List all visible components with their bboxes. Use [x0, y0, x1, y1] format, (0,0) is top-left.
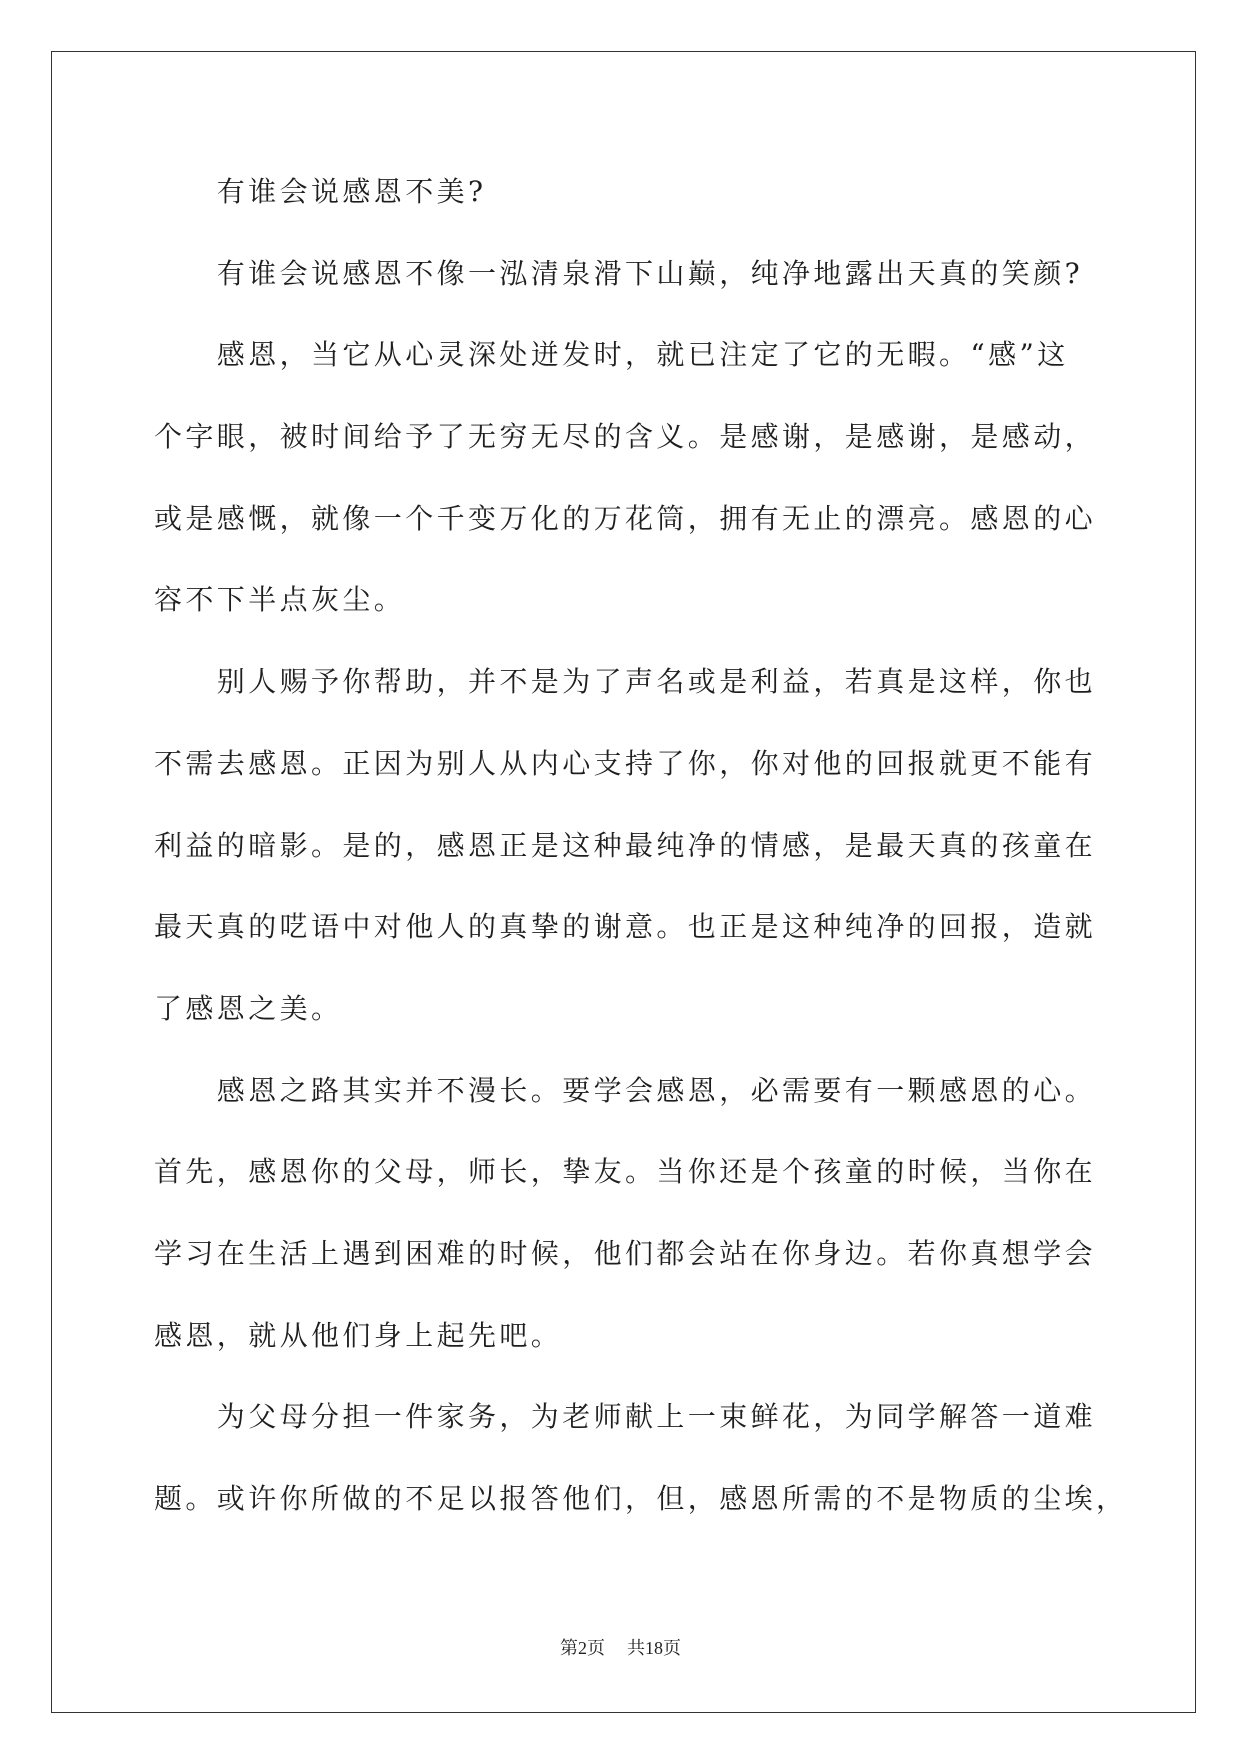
text-line: 最天真的呓语中对他人的真挚的谢意。也正是这种纯净的回报，造就 [154, 910, 1097, 944]
text-line: 感恩之路其实并不漫长。要学会感恩，必需要有一颗感恩的心。 [216, 1073, 1097, 1107]
text-line: 或是感慨，就像一个千变万化的万花筒，拥有无止的漂亮。感恩的心 [154, 501, 1097, 535]
page-number: 第2页 [560, 1638, 605, 1658]
document-body [154, 151, 1174, 1540]
paragraph [154, 1050, 1174, 1377]
paragraph [154, 314, 1174, 641]
text-line: 容不下半点灰尘。 [154, 583, 406, 617]
text-line: 别人赐予你帮助，并不是为了声名或是利益，若真是这样，你也 [216, 665, 1097, 699]
text-line: 学习在生活上遇到困难的时候，他们都会站在你身边。若你真想学会 [154, 1236, 1097, 1270]
page-total: 共18页 [627, 1638, 681, 1658]
text-line: 题。或许你所做的不足以报答他们，但，感恩所需的不是物质的尘埃， [154, 1482, 1128, 1515]
text-line: 感恩，就从他们身上起先吧。 [154, 1318, 563, 1352]
paragraph [154, 1376, 1174, 1539]
text-line: 感恩，当它从心灵深处迸发时，就已注定了它的无暇。“感”这 [216, 338, 1069, 372]
text-line: 首先，感恩你的父母，师长，挚友。当你还是个孩童的时候，当你在 [154, 1155, 1097, 1189]
paragraph [154, 641, 1174, 1049]
text-line: 有谁会说感恩不像一泓清泉滑下山巅，纯净地露出天真的笑颜? [216, 256, 1084, 290]
text-line: 有谁会说感恩不美? [216, 175, 487, 208]
paragraph [154, 151, 1174, 233]
page-footer [0, 1636, 1241, 1660]
text-line: 为父母分担一件家务，为老师献上一束鲜花，为同学解答一道难 [216, 1400, 1097, 1434]
paragraph [154, 233, 1174, 315]
text-line: 利益的暗影。是的，感恩正是这种最纯净的情感，是最天真的孩童在 [154, 828, 1097, 862]
text-line: 不需去感恩。正因为别人从内心支持了你，你对他的回报就更不能有 [154, 746, 1097, 780]
text-line: 了感恩之美。 [154, 991, 343, 1025]
text-line: 个字眼，被时间给予了无穷无尽的含义。是感谢，是感谢，是感动， [154, 420, 1097, 454]
